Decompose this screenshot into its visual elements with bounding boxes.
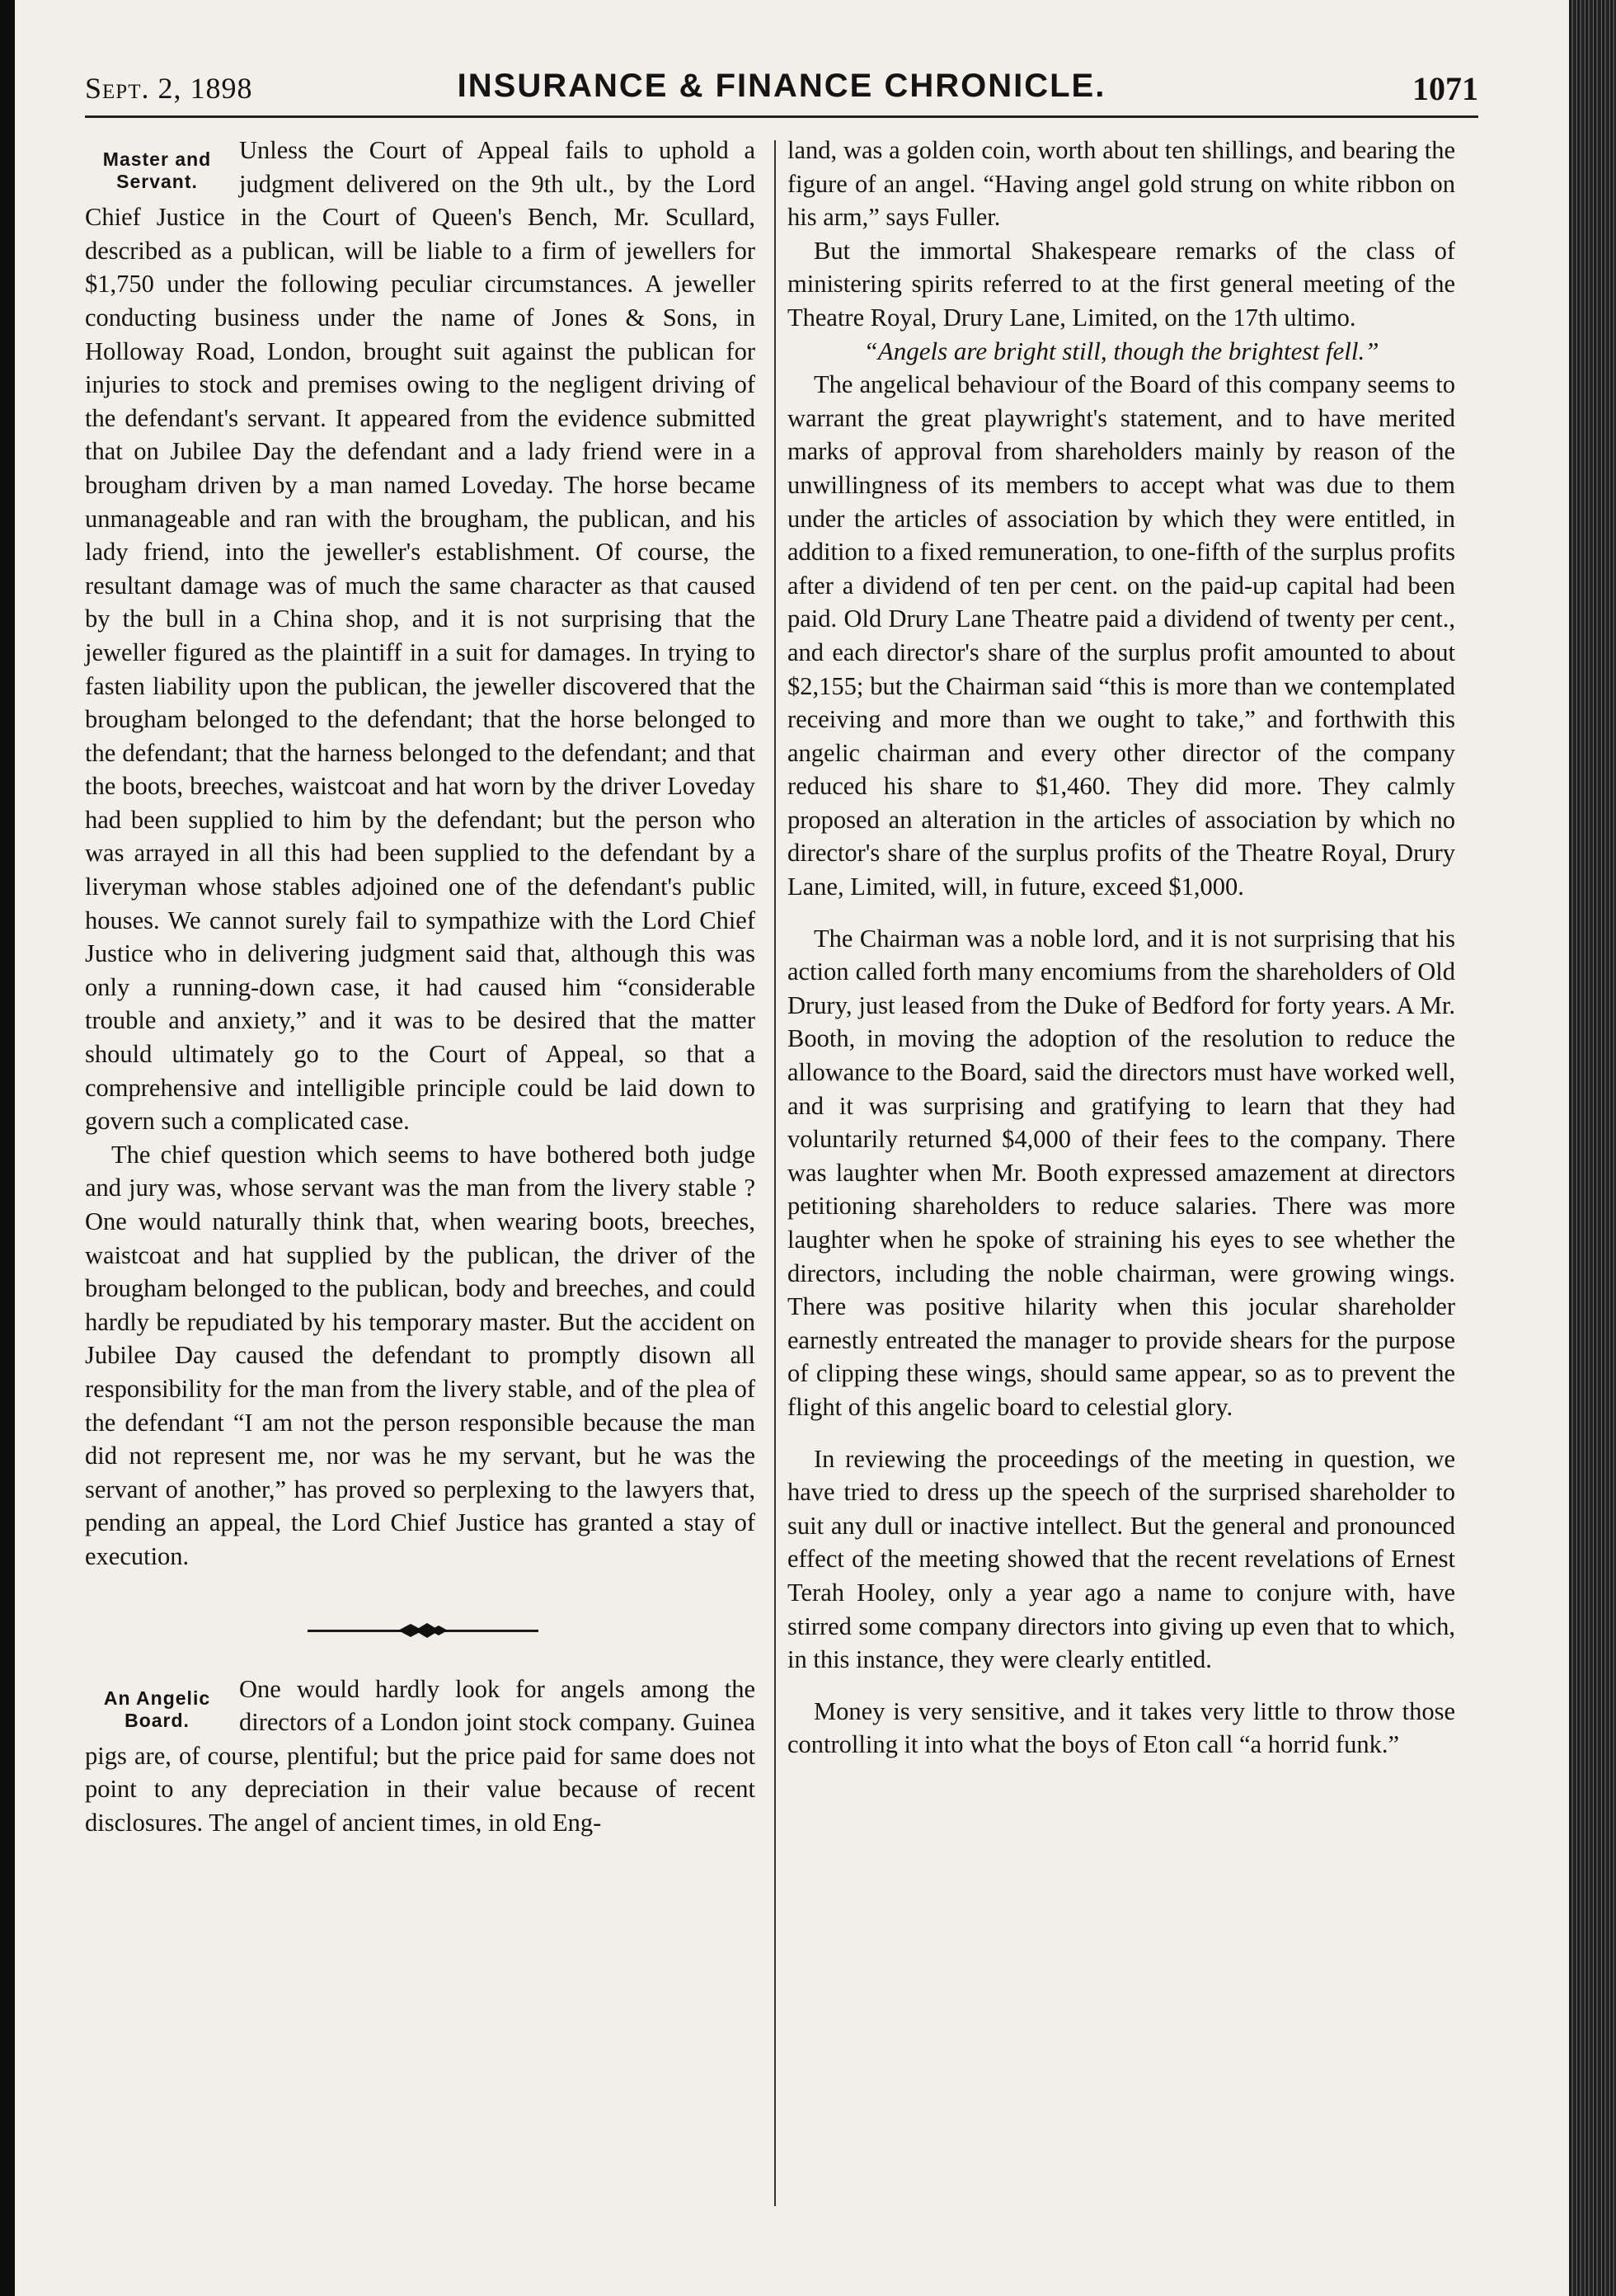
right-column <box>787 134 1455 1762</box>
page-number: 1071 <box>1412 70 1478 107</box>
left-column <box>85 134 755 1840</box>
article-paragraph: land, was a golden coin, worth about ten shillings, and bearing the figure of an angel. “Having angel gold strung on white ribbon on his arm,” says Fuller. <box>787 136 1455 232</box>
publication-title: INSURANCE & FINANCE CHRONICLE. <box>457 68 1106 104</box>
article-paragraph: Money is very sensitive, and it takes very little to throw those controlling it into what the boys of Eton call “a horrid funk.” <box>787 1696 1455 1759</box>
article-paragraph: The angelical behaviour of the Board of this company seems to warrant the great playwright's statement, and to have merited marks of approval from shareholders mainly by reason of the unwillingness of its members to accept what was due to them under the articles of association by which they were entitled, in addition to a fixed remuneration, to one-fifth of the surplus profits after a dividend of ten per cent. on the paid-up capital had been paid. Old Drury Lane Theatre paid a dividend of twenty per cent., and each director's share of the surplus profit amounted to about $2,155; but the Chairman said “this is more than we contemplated receiving and more than we ought to take,” and forthwith this angelic chairman and every other director of the company reduced his share to $1,460. They did more. They calmly proposed an alteration in the articles of association by which no director's share of the surplus profits of the Theatre Royal, Drury Lane, Limited, will, in future, exceed $1,000. <box>787 370 1455 901</box>
sidehead-line: An Angelic <box>103 1687 211 1709</box>
paragraph-gap <box>787 1424 1455 1442</box>
page-header <box>85 64 1478 114</box>
article-paragraph: The chief question which seems to have bothered both judge and jury was, whose servant was the man from the livery stable ? One would naturally think that, when wearing boots, breeches, waistcoat and hat supplied by the publican, the driver of the brougham belonged to the publican, body and breeches, and could hardly be repudiated by his temporary master. But the accident on Jubilee Day caused the defendant to promptly disown all responsibility for the man from the livery stable, and of the plea of the defendant “I am not the person responsible because the man did not represent me, nor was he my servant, but he was the servant of another,” has proved so perplexing to the lawyers that, pending an appeal, the Lord Chief Justice has granted a stay of execution. <box>85 1140 755 1570</box>
section-ornament <box>85 1574 755 1673</box>
ornament-diamond-icon <box>398 1620 448 1641</box>
column-divider <box>774 140 776 2206</box>
sidehead-an-angelic-board <box>85 1687 229 1732</box>
sidehead-line: Master and <box>102 148 212 170</box>
article-paragraph: In reviewing the proceedings of the meeting in question, we have tried to dress up the speech of the surprised shareholder to suit any dull or inactive intellect. But the general and pronounced effect of the meeting showed that the recent revelations of Ernest Terah Hooley, only a year ago a name to conjure with, have stirred some company directors into giving up even that to which, in this instance, they were clearly entitled. <box>787 1444 1455 1674</box>
article-paragraph: The Chairman was a noble lord, and it is not surprising that his action called forth many encomiums from the shareholders of Old Drury, just leased from the Duke of Bedford for forty years. A Mr. Booth, in moving the adoption of the resolution to reduce the allowance to the Board, said the directors must have worked well, and it was surprising and gratifying to learn that they had voluntarily returned $4,000 of their fees to the company. There was laughter when Mr. Booth expressed amazement at directors petitioning shareholders to reduce salaries. There was more laughter when he spoke of straining his eyes to see whether the directors, including the noble chairman, were growing wings. There was positive hilarity when this jocular shareholder earnestly entreated the manager to provide shears for the purpose of clipping these wings, should same appear, so as to prevent the flight of this angelic board to celestial glory. <box>787 924 1455 1421</box>
newspaper-page <box>15 0 1569 2296</box>
article-paragraph: But the immortal Shakespeare remarks of the class of ministering spirits referred to at the first general meeting of the Theatre Royal, Drury Lane, Limited, on the 17th ultimo. <box>787 236 1455 332</box>
article-paragraph: Unless the Court of Appeal fails to uphold a judgment delivered on the 9th ult., by the Lord Chief Justice in the Court of Queen's Bench, Mr. Scullard, described as a publican, will be liable to a firm of jewellers for $1,750 under the following peculiar circumstances. A jeweller conducting business under the name of Jones & Sons, in Holloway Road, London, brought suit against the publican for injuries to stock and premises owing to the negligent driving of the defendant's servant. It appeared from the evidence submitted that on Jubilee Day the defendant and a lady friend were in a brougham driven by a man named Loveday. The horse became unmanageable and ran with the brougham, the publican, and his lady friend, into the jeweller's establishment. Of course, the resultant damage was of much the same character as that caused by the bull in a China shop, and it is not surprising that the jeweller figured as the plaintiff in a suit for damages. In trying to fasten liability upon the publican, the jeweller discovered that the brougham belonged to the defendant; that the horse belonged to the defendant; that the harness belonged to the defendant; and that the boots, breeches, waistcoat and hat worn by the driver Loveday had been supplied to him by the defendant; but the person who was arrayed in all this had been supplied to the defendant by a liveryman whose stables adjoined one of the defendant's public houses. We cannot surely fail to sympathize with the Lord Chief Justice who in delivering judgment said that, although this was only a running-down case, it had caused him “considerable trouble and anxiety,” and it was to be desired that the matter should ultimately go to the Court of Appeal, so that a comprehensive and intelligible principle could be laid down to govern such a complicated case. <box>85 136 755 1136</box>
header-rule <box>85 115 1478 118</box>
paragraph-gap <box>787 1677 1455 1695</box>
shakespeare-quote: “Angels are bright still, though the brightest fell.” <box>863 336 1379 365</box>
article-paragraph: One would hardly look for angels among the directors of a London joint stock company. Guinea pigs are, of course, plentiful; but the price paid for same does not point to any depreciation in their value because of recent disclosures. The angel of ancient times, in old Eng- <box>85 1674 755 1837</box>
sidehead-master-and-servant <box>85 148 229 193</box>
binding-edge <box>1569 0 1616 2296</box>
paragraph-gap <box>787 904 1455 922</box>
sidehead-line: Board. <box>124 1709 190 1731</box>
issue-date: Sept. 2, 1898 <box>85 72 253 105</box>
sidehead-line: Servant. <box>116 171 198 192</box>
